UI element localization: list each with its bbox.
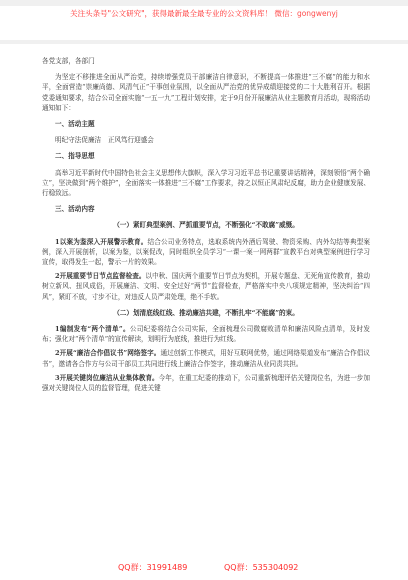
item-2-body: 以中秋、国庆两个重要节日节点为契机，开展专题盘、无死角宣传教育，推动树立新风、扭风成俗，开展廉洁、文明、安全过好“两节”监督检查，严格落实中央八项规定精神，坚决纠治“四风”，紧盯不放，寸步不让，对违反人员严肃处理，绝不手软。 bbox=[42, 272, 371, 301]
intro-paragraph: 为坚定不移推进全面从严治党，持续增强党员干部廉洁自律意识，不断提高一体推进“三不腐”的能力和水平，全面营造“崇廉尚德、风清气正”干事创业氛围，以全面从严治党的优异成绩迎接党的二十大胜利召开。根据党委通知要求，结合公司全面实施“一五一九”工程计划安排，定于9月份开展廉洁从业主题教育月活动，现将活动通知如下： bbox=[42, 73, 370, 112]
item-2 bbox=[42, 271, 370, 302]
item-3-label: 1编制发布“两个清单”。 bbox=[55, 325, 130, 334]
item-1-body: 结合公司业务特点，选取系统内外酒后驾驶、物资采购、内外勾结等典型案例，深入开展剖析，以案为鉴，以案促改，同时组织全员学习“一课一案一网两群”宣教平台对典型案例进行学习宣传，取得发生一起，警示一片的效果。 bbox=[42, 237, 370, 267]
section-1-body: 明纪守法促廉洁 正风笃行迎盛会 bbox=[55, 136, 154, 145]
subsection-2-heading: （二）划清底线红线、推动廉洁共建，不断扎牢“不能腐”的束。 bbox=[113, 308, 299, 317]
banner-stripe-bottom bbox=[0, 40, 408, 44]
item-5-label: 3开展关键岗位廉洁从业集体教育。 bbox=[55, 373, 159, 382]
section-2-body: 高举习近平新时代中国特色社会主义思想伟大旗帜，深入学习习近平总书记重要讲话精神，深刻领悟“两个确立”，坚决做到“两个维护”，全面落实一体推进“三不腐”工作要求，持之以恒正风肃纪反腐，助力企业健康发展、行稳致远。 bbox=[42, 168, 370, 198]
section-2-heading: 二、指导思想 bbox=[55, 152, 95, 161]
qq-group-1[interactable]: QQ群：31991489 bbox=[118, 563, 188, 572]
banner-wechat-id[interactable]: gongwenyj bbox=[296, 9, 338, 18]
item-3 bbox=[42, 324, 370, 344]
banner-text bbox=[0, 8, 408, 19]
footer-bar bbox=[0, 556, 408, 580]
item-4-label: 2开展“廉洁合作倡议书”网络签字。 bbox=[55, 349, 161, 358]
banner-stripe-top bbox=[0, 0, 408, 6]
item-2-label: 2开展重要节日节点监督检查。 bbox=[55, 272, 146, 281]
greeting: 各党支部，各部门 bbox=[42, 57, 95, 65]
section-1-heading: 一、活动主题 bbox=[55, 120, 95, 129]
item-1-label: 1以案为鉴深入开展警示教育。 bbox=[55, 237, 148, 246]
item-4-body: 通过创新工作模式，用好互联网优势，通过网络渠道发布“廉洁合作倡议书”，邀请各合作方与公司干部员工共同进行线上廉洁合作签字，推动廉洁从业同责共担。 bbox=[42, 349, 370, 368]
header-banner bbox=[0, 0, 408, 46]
item-4 bbox=[42, 348, 370, 368]
qq-group-2[interactable]: QQ群：535304092 bbox=[224, 563, 299, 572]
banner-promo-text: 关注头条号"公文研究"，获得最新最全最专业的公文资料库！ 微信： bbox=[70, 9, 297, 18]
item-3-body: 公司纪委将结合公司实际，全面梳理公司微腐败清单和廉洁风险点清单，及时发布；强化对“两个清单”的宣传解读，划明行为底线，推进行为红线。 bbox=[42, 325, 370, 344]
section-3-heading: 三、活动内容 bbox=[55, 205, 95, 214]
item-5-body: 今年，在重工纪委的推动下，公司重新梳理评估关键岗位名，为进一步加强对关键岗位人员的监督管理，促进关键 bbox=[42, 373, 371, 393]
subsection-1-heading: （一）紧盯典型案例、严抓重要节点，不断强化“不敢腐”威慑。 bbox=[113, 221, 299, 230]
item-1 bbox=[42, 237, 370, 268]
document-body bbox=[42, 56, 370, 397]
item-5 bbox=[42, 373, 370, 393]
